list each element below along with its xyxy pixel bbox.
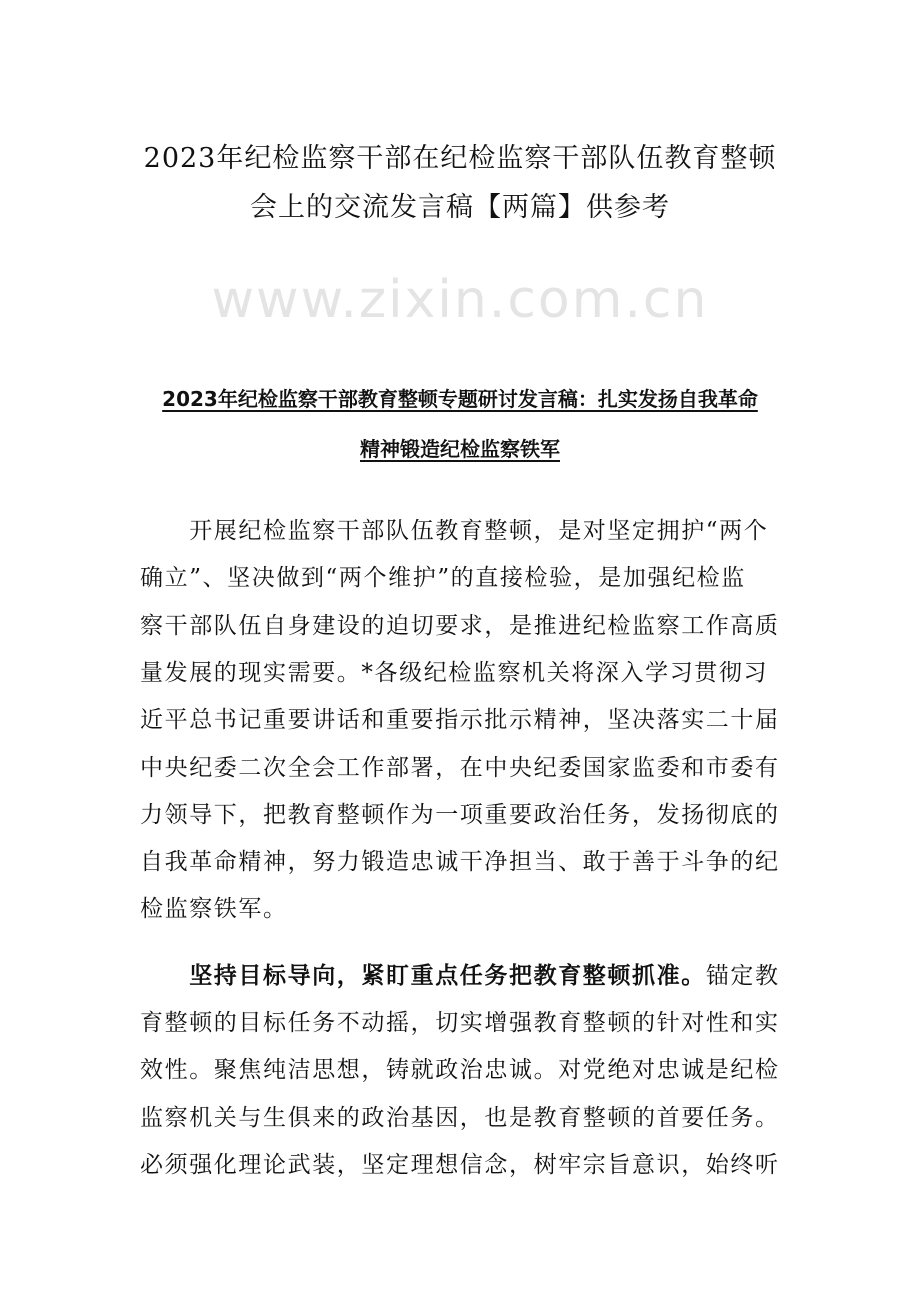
document-title-line-2: 会上的交流发言稿【两篇】供参考 [250, 192, 670, 223]
paragraph-2-line: 必须强化理论武装，坚定理想信念，树牢宗旨意识，始终听 [140, 1151, 780, 1178]
section-heading-line-1: 2023年纪检监察干部教育整顿专题研讨发言稿：扎实发扬自我革命 [162, 387, 758, 411]
paragraph-1-line: 中央纪委二次全会工作部署，在中央纪委国家监委和市委有 [140, 754, 780, 781]
paragraph-2-line: 监察机关与生俱来的政治基因，也是教育整顿的首要任务。 [140, 1104, 780, 1131]
paragraph-1-line: 检监察铁军。 [140, 896, 288, 923]
paragraph-2-heading: 坚持目标导向，紧盯重点任务把教育整顿抓准。 [140, 962, 706, 989]
section-heading-line-2: 精神锻造纪检监察铁军 [360, 437, 560, 461]
paragraph-2-line: 效性。聚焦纯洁思想，铸就政治忠诚。对党绝对忠诚是纪检 [140, 1057, 780, 1084]
document-title-line-1: 2023年纪检监察干部在纪检监察干部队伍教育整顿 [143, 143, 777, 174]
paragraph-1-line: 力领导下，把教育整顿作为一项重要政治任务，发扬彻底的 [140, 801, 780, 828]
paragraph-2-line-1 [140, 957, 800, 990]
paragraph-1-line: 开展纪检监察干部队伍教育整顿，是对坚定拥护“两个 [140, 518, 769, 544]
paragraph-2-text: 锚定教 [705, 963, 780, 989]
paragraph-1-line: 量发展的现实需要。*各级纪检监察机关将深入学习贯彻习 [140, 659, 769, 686]
paragraph-2-line: 育整顿的目标任务不动摇，切实增强教育整顿的针对性和实 [140, 1010, 780, 1036]
watermark: www.zixin.com.cn [211, 270, 709, 330]
paragraph-1-line: 近平总书记重要讲话和重要指示批示精神，坚决落实二十届 [140, 707, 780, 734]
paragraph-1-line: 确立”、坚决做到“两个维护”的直接检验，是加强纪检监 [140, 565, 746, 592]
paragraph-1-line: 察干部队伍自身建设的迫切要求，是推进纪检监察工作高质 [140, 612, 780, 639]
paragraph-1-line: 自我革命精神，努力锻造忠诚干净担当、敢于善于斗争的纪 [140, 849, 780, 876]
